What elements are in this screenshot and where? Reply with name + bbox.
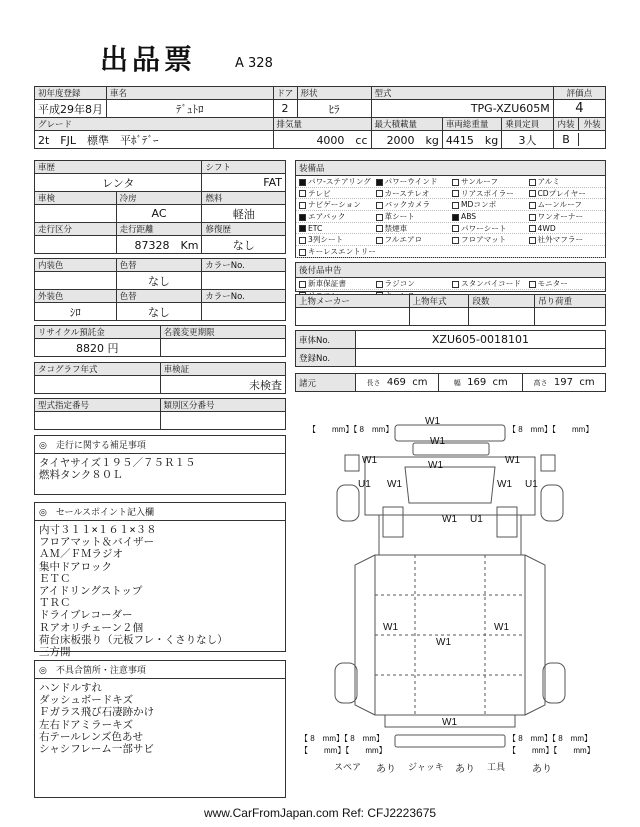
equipment-row	[296, 188, 605, 200]
door-left	[383, 507, 403, 537]
length-value: 469	[386, 377, 406, 388]
label-repair: 修復歴	[202, 223, 286, 236]
unchecked-box-icon	[529, 190, 536, 197]
spare-label: スペア	[334, 763, 362, 773]
chassis-value: XZU605-0018101	[355, 331, 605, 349]
aftermarket-item	[529, 278, 606, 289]
label-ac: 冷房	[116, 192, 202, 205]
name-value: ﾃﾞｭﾄﾛ	[107, 100, 274, 118]
inspection-value	[35, 205, 117, 223]
interior-no-value	[202, 272, 286, 290]
equipment-row	[296, 199, 605, 211]
equipment-item-label: ナビゲーション	[308, 200, 361, 210]
label-inspection: 車検	[35, 192, 117, 205]
label-shape: 形状	[297, 87, 371, 100]
equipment-label: 装備品	[296, 161, 605, 176]
equipment-item-label: キーレスエントリー	[308, 247, 376, 257]
windshield	[405, 467, 495, 503]
equipment-item	[529, 176, 606, 187]
unchecked-box-icon	[452, 237, 459, 244]
equipment-item	[452, 188, 529, 199]
defects-section	[34, 660, 286, 798]
unchecked-box-icon	[452, 281, 459, 288]
sales-header: ◎ セールスポイント記入欄	[35, 503, 285, 521]
equipment-item	[299, 176, 376, 187]
mirror-left	[345, 455, 359, 471]
label-reg-no: 登録No.	[296, 349, 356, 367]
damage-w1-grille: W1	[430, 436, 445, 447]
unchecked-box-icon	[376, 225, 383, 232]
checked-box-icon	[299, 214, 306, 221]
shape-value: ﾋﾗ	[297, 100, 371, 118]
equipment-item	[299, 223, 376, 234]
equipment-item	[452, 223, 529, 234]
equipment-item-label: CDプレイヤー	[537, 188, 586, 198]
label-upper-year: 上物年式	[409, 295, 469, 308]
recycle-value: 8820 円	[35, 339, 161, 357]
exterior-no-value	[202, 303, 286, 321]
damage-w1-rear: W1	[442, 717, 457, 728]
label-exterior: 外装	[583, 120, 601, 130]
upper-table	[295, 294, 606, 326]
damage-u1-bed-front: U1	[470, 514, 483, 525]
label-door: ドア	[273, 87, 297, 100]
checked-box-icon	[376, 179, 383, 186]
equipment-item	[529, 188, 606, 199]
equipment-item	[299, 188, 376, 199]
label-interior: 内装	[554, 118, 580, 130]
damage-u1-right: U1	[525, 479, 538, 490]
displacement-value: 4000 cc	[273, 131, 371, 149]
repair-value: なし	[202, 236, 286, 254]
label-color-no-2: カラーNo.	[202, 290, 286, 303]
equipment-item-label: バックカメラ	[384, 200, 431, 210]
front-bumper	[395, 425, 505, 441]
label-history: 車歴	[35, 161, 202, 174]
capacity-value: 3人	[502, 131, 553, 149]
recycle-table	[34, 325, 286, 357]
unchecked-box-icon	[529, 179, 536, 186]
damage-w1-front-bumper: W1	[425, 416, 440, 427]
basic-info-table	[34, 86, 606, 149]
grade-value: 2t FJL 標準 平ﾎﾞﾃﾞｰ	[35, 131, 274, 149]
label-section: 走行区分	[35, 223, 117, 236]
equipment-item	[376, 234, 453, 245]
unchecked-box-icon	[376, 214, 383, 221]
label-model-no: 型式指定番号	[35, 399, 161, 412]
equipment-list	[296, 176, 605, 258]
equipment-item	[452, 199, 529, 210]
unchecked-box-icon	[376, 202, 383, 209]
tool-value: あり	[532, 764, 552, 775]
tire-rear-left-b: 【 mm】【 mm】	[300, 746, 387, 755]
label-interior-color: 内装色	[35, 259, 117, 272]
tire-rear-left-a: 【 8 mm】【 8 mm】	[300, 734, 384, 743]
aftermarket-item-label: スタンバイコード	[461, 279, 521, 288]
equipment-item-label: フルエアロ	[384, 235, 423, 245]
interior-grade: B	[554, 133, 580, 146]
max-load-value: 2000 kg	[371, 131, 442, 149]
equipment-item-label: 3列シート	[308, 235, 344, 245]
label-year: 初年度登録	[35, 87, 107, 100]
interior-change-value: なし	[116, 272, 202, 290]
wheel-front-left	[337, 485, 359, 521]
equipment-item-label: カーステレオ	[384, 188, 430, 198]
unchecked-box-icon	[529, 281, 536, 288]
equipment-item	[376, 211, 453, 222]
mileage-value: 87328 Km	[116, 236, 202, 254]
equipment-row	[296, 223, 605, 235]
unchecked-box-icon	[299, 190, 306, 197]
label-stages: 段数	[469, 295, 535, 308]
equipment-item-label: アルミ	[537, 177, 560, 186]
label-exterior-color: 外装色	[35, 290, 117, 303]
equipment-item-label: フロアマット	[461, 235, 507, 245]
equipment-item	[452, 234, 529, 245]
label-fuel: 燃料	[202, 192, 286, 205]
unchecked-box-icon	[452, 179, 459, 186]
rear-panel	[395, 735, 505, 747]
width-unit: cm	[492, 377, 508, 388]
damage-w1-bed-right: W1	[494, 622, 509, 633]
label-tacho: タコグラフ年式	[35, 363, 161, 376]
aftermarket-row	[296, 278, 605, 290]
equipment-item-label: サンルーフ	[461, 177, 499, 186]
equipment-item	[299, 199, 376, 210]
equipment-item-label: リアスポイラー	[461, 188, 514, 198]
equipment-item	[452, 211, 529, 222]
equipment-item	[529, 223, 606, 234]
equipment-item-label: 禁煙車	[384, 223, 408, 233]
unchecked-box-icon	[376, 190, 383, 197]
aftermarket-section	[295, 262, 606, 292]
front-grille	[413, 443, 489, 455]
tire-rear-right-a: 【 8 mm】【 8 mm】	[508, 734, 592, 743]
score-value: 4	[553, 100, 605, 118]
footer-ref: www.CarFromJapan.com Ref: CFJ2223675	[203, 806, 437, 820]
model-value: TPG-XZU605M	[371, 100, 553, 118]
supplement-text: タイヤサイズ１９５／７５Ｒ１５ 燃料タンク８０Ｌ	[39, 457, 196, 482]
label-shift: シフト	[202, 161, 286, 174]
length-unit: cm	[412, 377, 428, 388]
equipment-item	[376, 176, 453, 187]
unchecked-box-icon	[529, 202, 536, 209]
equipment-row	[296, 211, 605, 223]
label-length: 長さ	[366, 379, 381, 387]
reg-no-value	[355, 349, 605, 367]
label-chassis: 車体No.	[296, 331, 356, 349]
equipment-item-label: パワーウインド	[384, 177, 438, 186]
history-table	[34, 160, 286, 254]
equipment-item-label: テレビ	[308, 188, 331, 198]
spare-value: あり	[376, 764, 396, 775]
equipment-row	[296, 234, 605, 246]
equipment-item-label: ムーンルーフ	[537, 200, 582, 210]
year-value: 平成29年8月	[35, 100, 107, 118]
equipment-item	[376, 188, 453, 199]
history-value: レンタ	[35, 174, 202, 192]
cert-value: 未検査	[160, 376, 285, 394]
tool-label: 工具	[487, 763, 506, 773]
supplement-section	[34, 435, 286, 495]
equipment-item	[529, 199, 606, 210]
section-value	[35, 236, 117, 254]
equipment-item	[299, 234, 376, 245]
ac-value: AC	[116, 205, 202, 223]
unchecked-box-icon	[452, 225, 459, 232]
chassis-table	[295, 330, 606, 367]
unchecked-box-icon	[452, 202, 459, 209]
unchecked-box-icon	[452, 190, 459, 197]
label-cert: 車検証	[160, 363, 285, 376]
height-unit: cm	[579, 377, 595, 388]
exterior-color-value: ｼﾛ	[35, 303, 117, 321]
tire-front-left: 【 mm】【 8 mm】	[308, 425, 394, 434]
jack-value: あり	[455, 764, 475, 775]
model-no-value	[35, 412, 161, 430]
aftermarket-item	[452, 278, 529, 289]
unchecked-box-icon	[299, 202, 306, 209]
unchecked-box-icon	[529, 237, 536, 244]
damage-w1-bed-center: W1	[436, 637, 451, 648]
equipment-item-label: 4WD	[537, 223, 556, 233]
exterior-change-value: なし	[116, 303, 202, 321]
tacho-value	[35, 376, 161, 394]
door-right	[497, 507, 517, 537]
weight-value: 4415 kg	[442, 131, 501, 149]
equipment-item	[299, 246, 376, 257]
equipment-item-label: 革シート	[384, 212, 415, 222]
label-mileage: 走行距離	[116, 223, 202, 236]
equipment-item-label: エアバック	[308, 212, 346, 222]
door-value: 2	[273, 100, 297, 118]
label-width: 幅	[453, 379, 461, 387]
label-max-load: 最大積載量	[371, 118, 442, 131]
equipment-item	[452, 176, 529, 187]
page-title: 出品票	[100, 43, 197, 76]
damage-w1-windshield: W1	[428, 460, 443, 471]
lot-number: A 328	[235, 56, 273, 71]
jack-label: ジャッキ	[408, 763, 444, 773]
unchecked-box-icon	[299, 249, 306, 256]
label-score: 評価点	[553, 87, 605, 100]
equipment-item	[529, 234, 606, 245]
label-color-change-2: 色替	[116, 290, 202, 303]
equipment-item	[376, 223, 453, 234]
aftermarket-item-label: 新車保証書	[308, 279, 346, 288]
unchecked-box-icon	[529, 225, 536, 232]
unchecked-box-icon	[299, 237, 306, 244]
checked-box-icon	[299, 225, 306, 232]
equipment-item-label: ETC	[308, 223, 323, 233]
label-height: 高さ	[533, 379, 548, 387]
defects-header: ◎ 不具合箇所・注意事項	[35, 661, 285, 679]
label-color-no: カラーNo.	[202, 259, 286, 272]
label-capacity: 乗員定員	[502, 118, 553, 131]
equipment-item-label: パワ-ステアリング	[308, 177, 371, 186]
sales-section	[34, 502, 286, 659]
label-hang-load: 吊り荷重	[535, 295, 606, 308]
interior-color-value	[35, 272, 117, 290]
colors-table	[34, 258, 286, 321]
width-value: 169	[467, 377, 487, 388]
aftermarket-label: 後付品申告	[296, 263, 605, 278]
name-change-value	[160, 339, 285, 357]
label-name: 車名	[107, 87, 274, 100]
wheel-rear-left	[335, 663, 357, 703]
label-grade: グレード	[35, 118, 274, 131]
label-upper-maker: 上物メーカー	[296, 295, 410, 308]
wheel-front-right	[541, 485, 563, 521]
shift-value: FAT	[202, 174, 286, 192]
sales-text: 内寸３１１×１６１×３８ フロアマット＆バイザー ＡＭ／ＦＭラジオ 集中ドアロック ＥＴＣ アイドリングストップ ＴＲＣ ドライブレコーダー Ｒアオリチェーン２個 荷台床板張り（元板フレ・くさりなし） 三方開	[39, 524, 228, 659]
aftermarket-item	[299, 278, 376, 289]
equipment-row	[296, 246, 605, 258]
defects-text: ハンドルすれ ダッシュボードキズ Ｆガラス飛び石凄跡かけ 左右ドアミラーキズ 右テールレンズ色あせ シャシフレーム一部サビ	[39, 682, 155, 756]
aftermarket-item-label: ラジコン	[384, 279, 415, 288]
unchecked-box-icon	[529, 214, 536, 221]
equipment-item	[376, 199, 453, 210]
unchecked-box-icon	[299, 281, 306, 288]
supplement-header: ◎ 走行に関する補足事項	[35, 436, 285, 454]
model-no-table	[34, 398, 286, 430]
equipment-item	[529, 211, 606, 222]
damage-w1-right-door: W1	[497, 479, 512, 490]
equipment-item-label: パワーシート	[461, 223, 507, 233]
unchecked-box-icon	[376, 237, 383, 244]
damage-w1-bed-front: W1	[442, 514, 457, 525]
damage-w1-bed-left: W1	[383, 622, 398, 633]
tire-front-right: 【 8 mm】【 mm】	[508, 425, 594, 434]
equipment-row	[296, 176, 605, 188]
equipment-item	[299, 211, 376, 222]
mirror-right	[541, 455, 555, 471]
label-displacement: 排気量	[273, 118, 371, 131]
checked-box-icon	[299, 179, 306, 186]
equipment-section	[295, 160, 606, 258]
equipment-item-label: ABS	[461, 212, 477, 222]
damage-w1-right-cab: W1	[505, 455, 520, 466]
label-model: 型式	[371, 87, 553, 100]
damage-u1-left: U1	[358, 479, 371, 490]
damage-w1-left-door: W1	[387, 479, 402, 490]
height-value: 197	[553, 377, 573, 388]
label-weight: 車両総重量	[442, 118, 501, 131]
equipment-item-label: MDコンポ	[461, 200, 497, 210]
fuel-value: 軽油	[202, 205, 286, 223]
aftermarket-item	[376, 278, 453, 289]
label-name-change: 名義変更期限	[160, 326, 285, 339]
label-dims: 諸元	[296, 374, 356, 392]
aftermarket-item-label: モニター	[537, 279, 568, 288]
vehicle-diagram	[295, 415, 606, 755]
equipment-item-label: 社外マフラー	[537, 235, 584, 245]
label-color-change: 色替	[116, 259, 202, 272]
category-no-value	[160, 412, 286, 430]
wheel-rear-right	[543, 663, 565, 703]
checked-box-icon	[452, 214, 459, 221]
label-category-no: 類別区分番号	[160, 399, 286, 412]
label-recycle: リサイクル預託金	[35, 326, 161, 339]
bed-guides	[375, 595, 525, 675]
equipment-item-label: ワンオーナー	[537, 212, 584, 222]
dims-table	[295, 373, 606, 392]
unchecked-box-icon	[376, 281, 383, 288]
damage-w1-left-cab: W1	[362, 455, 377, 466]
tire-rear-right-b: 【 mm】【 mm】	[508, 746, 595, 755]
tacho-table	[34, 362, 286, 394]
